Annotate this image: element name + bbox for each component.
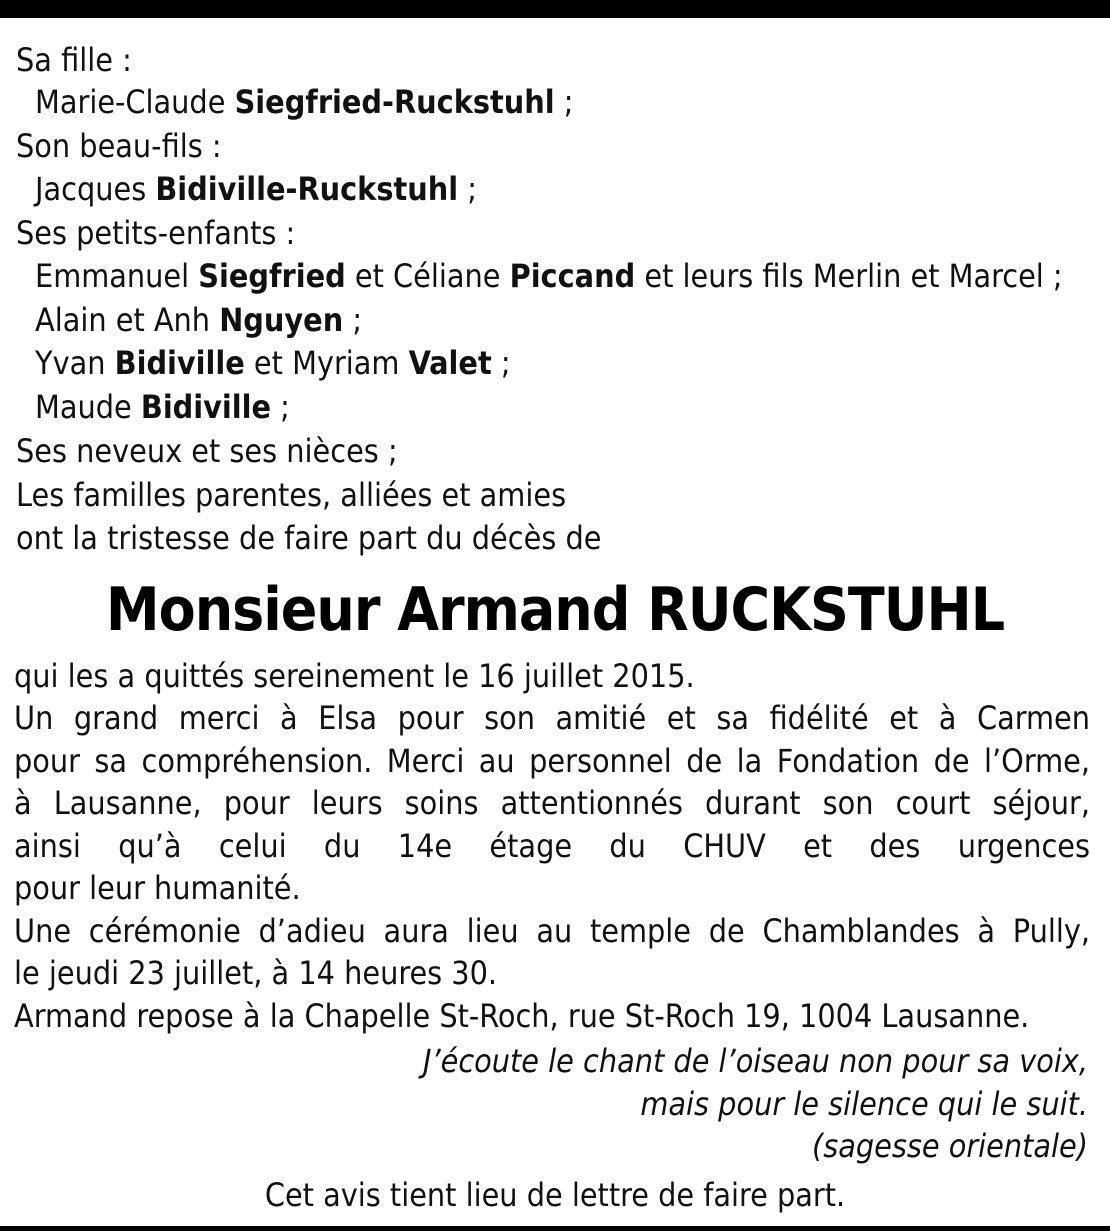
text: Maude bbox=[35, 388, 141, 426]
surname: Bidiville bbox=[140, 388, 272, 426]
text: Emmanuel bbox=[35, 257, 199, 295]
text: et leurs fils Merlin et Marcel ; bbox=[635, 257, 1063, 295]
announcement-intro: ont la tristesse de faire part du décès de bbox=[16, 519, 602, 557]
family-daughter bbox=[35, 82, 573, 122]
text: ; bbox=[458, 170, 477, 208]
family-heading-grandchildren: Ses petits-enfants : bbox=[16, 214, 296, 252]
text: Alain et Anh bbox=[35, 301, 220, 339]
text: ; bbox=[554, 83, 574, 121]
footer-note: Cet avis tient lieu de lettre de faire part. bbox=[264, 1176, 846, 1214]
family-relatives: Les familles parentes, alliées et amies bbox=[16, 476, 567, 514]
bottom-rule bbox=[0, 1226, 1110, 1231]
surname: Bidiville bbox=[114, 344, 245, 382]
rest-location: Armand repose à la Chapelle St-Roch, rue St-Roch 19, 1004 Lausanne. bbox=[14, 996, 1030, 1035]
family-grandchild-3 bbox=[35, 343, 511, 383]
text: Jacques bbox=[35, 170, 156, 208]
text: Yvan bbox=[35, 344, 115, 382]
text: et Myriam bbox=[244, 344, 409, 382]
thanks-line: ainsi qu’à celui du 14e étage du CHUV et des urgences bbox=[14, 826, 1090, 865]
text: ; bbox=[343, 301, 363, 339]
surname: Siegfried-Ruckstuhl bbox=[234, 83, 555, 121]
top-rule bbox=[0, 0, 1110, 18]
family-heading-daughter: Sa fille : bbox=[16, 41, 132, 79]
surname: Nguyen bbox=[219, 301, 344, 339]
surname: Piccand bbox=[509, 257, 636, 295]
text: ; bbox=[271, 388, 290, 426]
passing-date-text: qui les a quittés sereinement le 16 juillet 2015. bbox=[14, 657, 695, 695]
thanks-line: pour sa compréhension. Merci au personnel de la Fondation de l’Orme, bbox=[14, 741, 1090, 780]
thanks-line: pour leur humanité. bbox=[14, 869, 301, 907]
thanks-paragraph bbox=[14, 697, 1090, 1037]
quote-line: mais pour le silence qui le suit. bbox=[640, 1084, 1088, 1123]
surname: Siegfried bbox=[198, 257, 346, 295]
family-grandchild-4 bbox=[35, 387, 290, 427]
surname: Bidiville-Ruckstuhl bbox=[155, 170, 459, 208]
ceremony-line: le jeudi 23 juillet, à 14 heures 30. bbox=[14, 954, 498, 992]
surname: Valet bbox=[408, 344, 492, 382]
family-son-in-law bbox=[35, 169, 477, 209]
family-nephews: Ses neveux et ses nièces ; bbox=[16, 432, 398, 470]
thanks-line: Un grand merci à Elsa pour son amitié et sa fidélité et à Carmen bbox=[14, 699, 1090, 737]
family-heading-son-in-law: Son beau-fils : bbox=[16, 127, 222, 165]
thanks-line: à Lausanne, pour leurs soins attentionnés durant son court séjour, bbox=[14, 784, 1090, 822]
family-grandchild-2 bbox=[35, 300, 362, 340]
text: et Céliane bbox=[345, 257, 510, 295]
ceremony-line: Une cérémonie d’adieu aura lieu au temple de Chamblandes à Pully, bbox=[14, 911, 1090, 950]
quote-line: J’écoute le chant de l’oiseau non pour sa voix, bbox=[422, 1042, 1088, 1080]
quote-attribution: (sagesse orientale) bbox=[811, 1127, 1088, 1165]
deceased-name: Monsieur Armand RUCKSTUHL bbox=[105, 575, 1005, 645]
text: ; bbox=[491, 344, 511, 382]
quote bbox=[288, 1040, 1088, 1168]
family-grandchild-1 bbox=[35, 256, 1063, 296]
text: Marie-Claude bbox=[35, 83, 235, 121]
